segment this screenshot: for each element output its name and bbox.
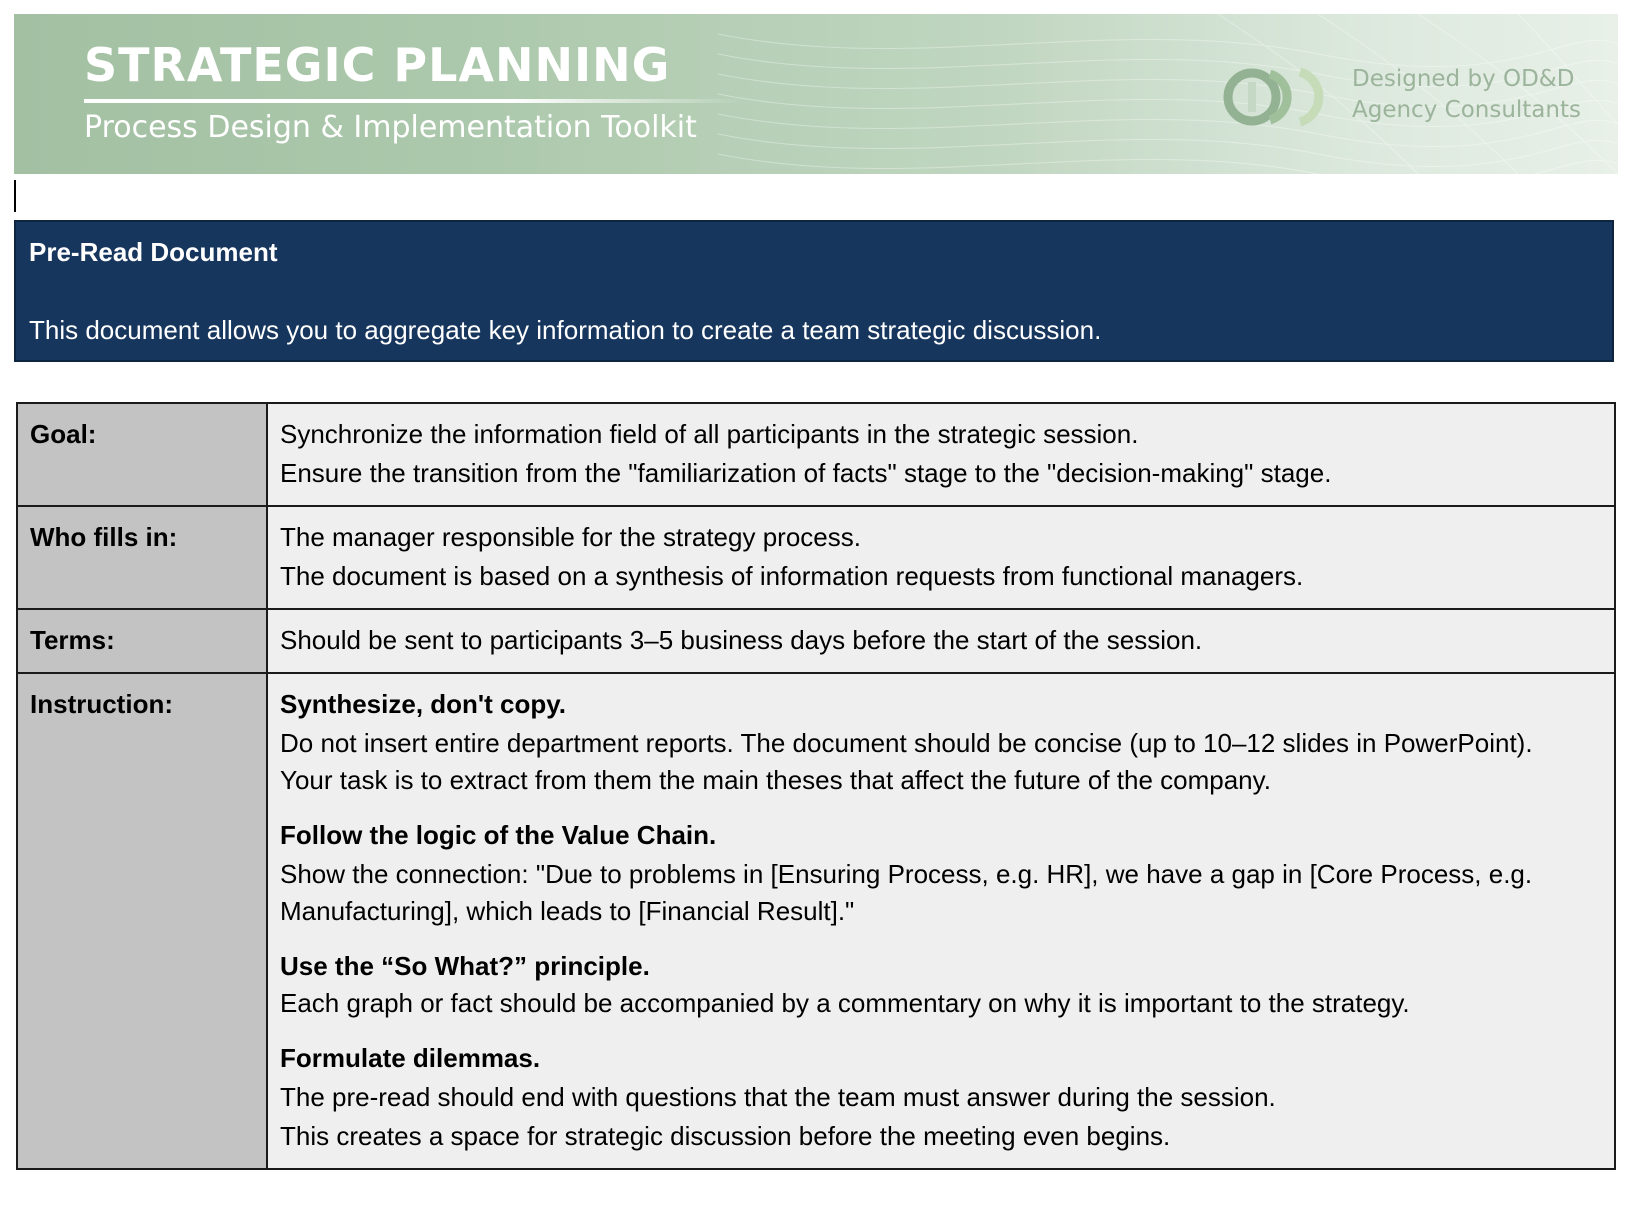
instruction-block-so-what [280, 947, 1602, 1021]
info-table [16, 402, 1616, 1170]
instruction-block-value-chain [280, 816, 1602, 929]
instruction-block-dilemmas [280, 1039, 1602, 1156]
instruction-heading: Follow the logic of the Value Chain. [280, 820, 717, 850]
instruction-line: The pre-read should end with questions that the team must answer during the session. [280, 1082, 1276, 1112]
goal-line: Synchronize the information field of all participants in the strategic session. [280, 419, 1139, 449]
instruction-line: Each graph or fact should be accompanied by a commentary on why it is important to the strategy. [280, 988, 1410, 1018]
banner-title: STRATEGIC PLANNING [84, 38, 671, 92]
terms-line: Should be sent to participants 3–5 business days before the start of the session. [280, 625, 1203, 655]
who-content [267, 506, 1615, 609]
who-line: The document is based on a synthesis of information requests from functional managers. [280, 561, 1304, 591]
goal-line: Ensure the transition from the "familiarization of facts" stage to the "decision-making" stage. [280, 458, 1332, 488]
table-row-goal [17, 403, 1615, 506]
instruction-heading: Synthesize, don't copy. [280, 689, 566, 719]
instruction-line: Do not insert entire department reports. The document should be concise (up to 10–12 slides in PowerPoint). [280, 728, 1533, 758]
instruction-label: Instruction: [17, 673, 267, 1169]
instruction-line: Your task is to extract from them the main theses that affect the future of the company. [280, 765, 1271, 795]
text-cursor [14, 180, 16, 212]
goal-content [267, 403, 1615, 506]
instruction-line: Manufacturing], which leads to [Financial Result]." [280, 896, 855, 926]
instruction-line: This creates a space for strategic discussion before the meeting even begins. [280, 1121, 1171, 1151]
instruction-line: Show the connection: "Due to problems in [Ensuring Process, e.g. HR], we have a gap in [Core Process, e.g. [280, 859, 1533, 889]
who-line: The manager responsible for the strategy process. [280, 522, 861, 552]
brand-line-1: Designed by OD&D [1352, 66, 1575, 92]
intro-title: Pre-Read Document [29, 237, 278, 267]
banner-subtitle: Process Design & Implementation Toolkit [84, 110, 697, 145]
who-label: Who fills in: [17, 506, 267, 609]
instruction-content [267, 673, 1615, 1169]
odd-logo-icon [1222, 62, 1334, 132]
instruction-heading: Use the “So What?” principle. [280, 951, 650, 981]
table-row-instruction [17, 673, 1615, 1169]
intro-description: This document allows you to aggregate key information to create a team strategic discussion. [29, 315, 1102, 345]
instruction-heading: Formulate dilemmas. [280, 1043, 541, 1073]
brand-line-2: Agency Consultants [1352, 97, 1581, 123]
instruction-block-synthesize [280, 685, 1602, 798]
table-row-who-fills-in [17, 506, 1615, 609]
table-row-terms [17, 609, 1615, 673]
banner-divider [84, 99, 744, 103]
brand-credit [1352, 64, 1581, 126]
goal-label: Goal: [17, 403, 267, 506]
header-banner [14, 14, 1618, 174]
pre-read-intro-box [14, 220, 1614, 362]
terms-content [267, 609, 1615, 673]
terms-label: Terms: [17, 609, 267, 673]
